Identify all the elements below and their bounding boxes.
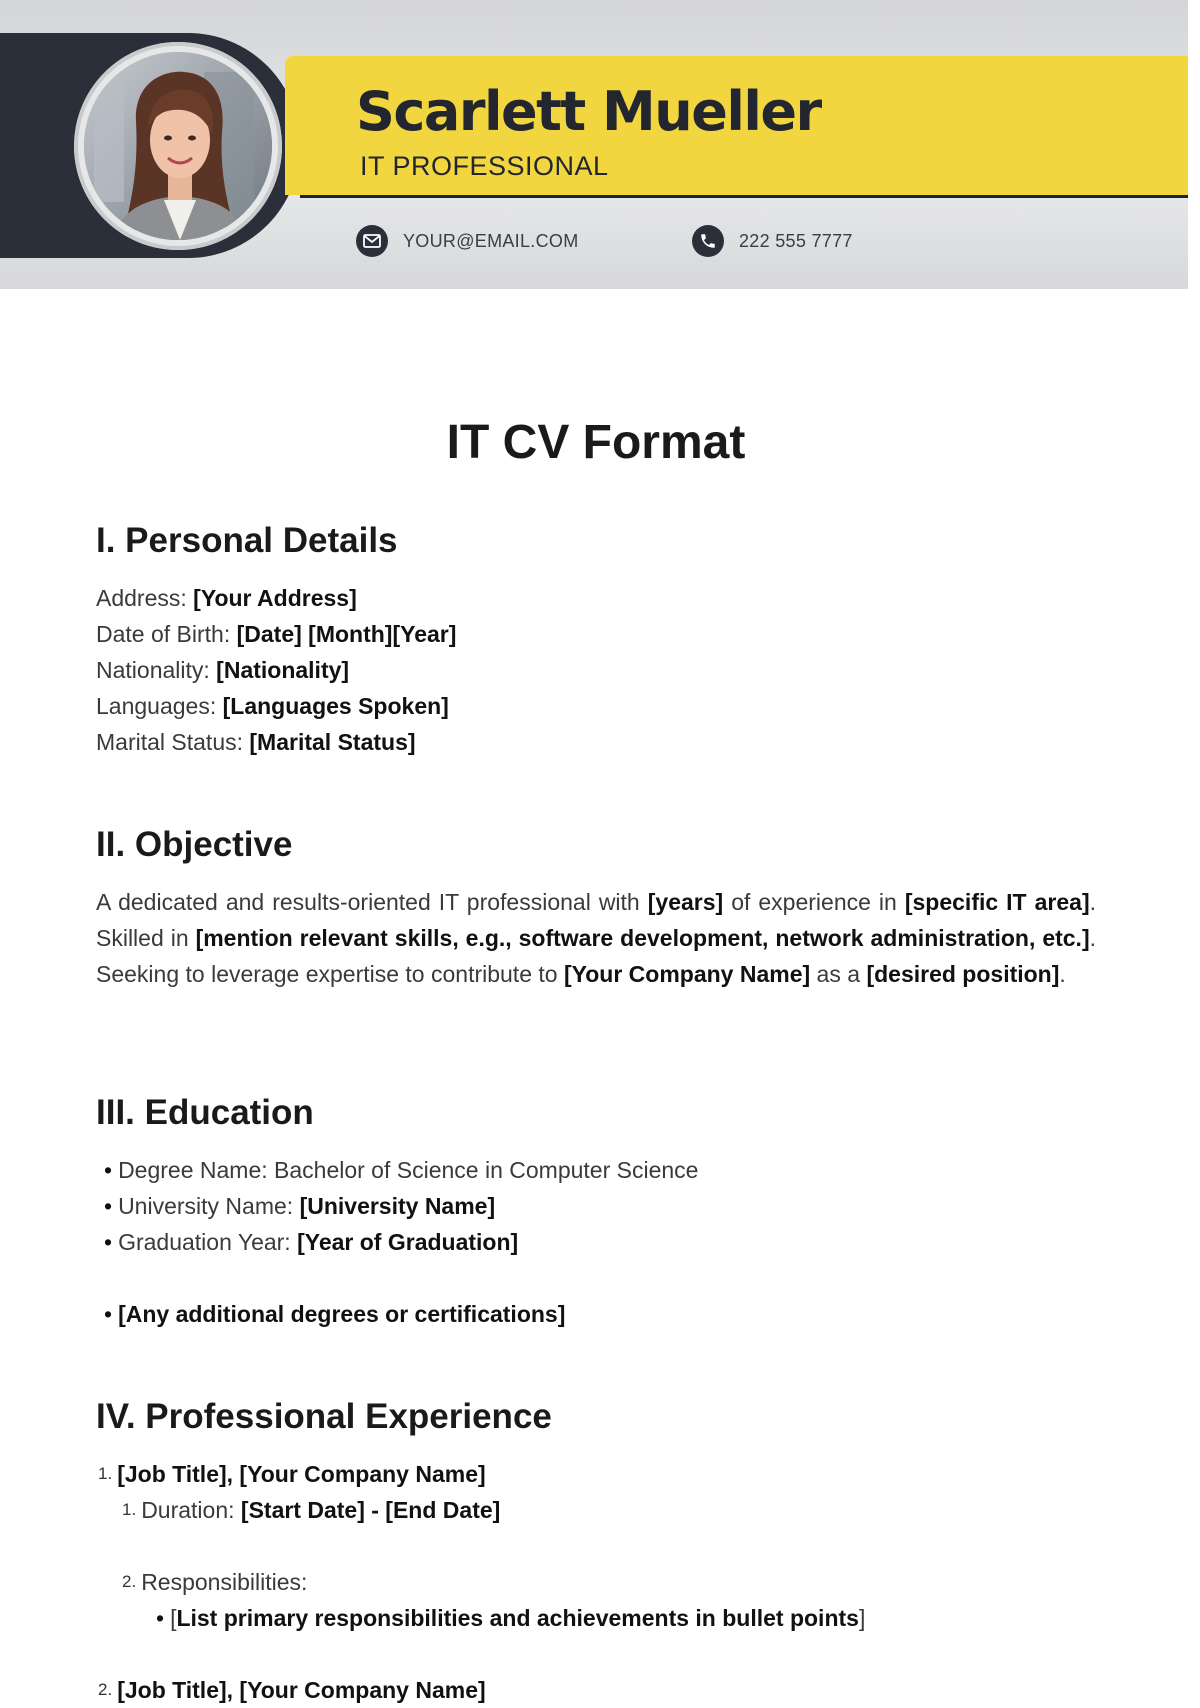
placeholder-text: [years] [647, 889, 724, 915]
detail-value: [Year of Graduation] [297, 1229, 519, 1255]
section-heading: I. Personal Details [96, 521, 398, 560]
header-banner [0, 0, 1200, 289]
detail-value: [Your Address] [193, 585, 357, 611]
placeholder-text: [Your Company Name] [563, 961, 811, 987]
detail-row [96, 652, 456, 688]
experience-section [96, 1394, 1096, 1708]
email-text: YOUR@EMAIL.COM [403, 230, 579, 251]
list-number: 1. [122, 1500, 137, 1519]
detail-row [96, 580, 456, 616]
detail-label: Graduation Year: [118, 1229, 291, 1255]
text-run: . Seeking to leverage expertise to contribute to [96, 925, 1096, 987]
detail-label: Duration: [141, 1497, 235, 1523]
list-number: 2. [122, 1572, 137, 1591]
detail-value: [Start Date] - [End Date] [240, 1497, 501, 1523]
detail-label: Date of Birth: [96, 621, 231, 647]
list-number: 1. [98, 1464, 113, 1483]
personal-details-list [96, 580, 456, 760]
objective-paragraph [96, 884, 1096, 992]
detail-label: Languages: [96, 693, 217, 719]
profile-photo [84, 52, 272, 240]
profile-photo-frame [74, 42, 282, 250]
detail-label: Marital Status: [96, 729, 243, 755]
personal-details-section [96, 518, 456, 760]
bracket: [ [170, 1605, 177, 1631]
list-number: 2. [98, 1680, 113, 1699]
edge-strip [1188, 0, 1200, 289]
list-item: • Degree Name: Bachelor of Science in Computer Science [104, 1157, 699, 1183]
detail-value: [Languages Spoken] [222, 693, 449, 719]
phone-contact [692, 224, 853, 258]
detail-row [96, 616, 456, 652]
detail-value: [Nationality] [216, 657, 350, 683]
envelope-icon [356, 225, 388, 257]
text-run: . Skilled in [96, 889, 1096, 951]
job-title: [Job Title], [Your Company Name] [117, 1461, 486, 1487]
detail-row [96, 688, 456, 724]
objective-section [96, 822, 1096, 992]
job-responsibilities-row [96, 1564, 1096, 1600]
placeholder-text: [specific IT area] [904, 889, 1090, 915]
job-title-row [96, 1456, 1096, 1492]
detail-row [96, 724, 456, 760]
person-role: IT PROFESSIONAL [360, 151, 609, 181]
detail-value: [University Name] [299, 1193, 496, 1219]
placeholder-text: [mention relevant skills, e.g., software development, network administration, etc.] [195, 925, 1090, 951]
accent-underline [300, 195, 1200, 198]
detail-label: Nationality: [96, 657, 210, 683]
portrait-image [84, 52, 272, 240]
section-heading: IV. Professional Experience [96, 1397, 552, 1436]
section-heading: III. Education [96, 1093, 314, 1132]
education-section [96, 1090, 1096, 1332]
list-item: • [Any additional degrees or certifications] [104, 1301, 566, 1327]
job-title: [Job Title], [Your Company Name] [117, 1677, 486, 1703]
bracket: ] [858, 1605, 866, 1631]
education-list [96, 1152, 1096, 1332]
document-title: IT CV Format [446, 416, 746, 469]
placeholder-text: List primary responsibilities and achievements in bullet points [176, 1605, 859, 1631]
list-item: • Graduation Year: [Year of Graduation] [104, 1229, 519, 1255]
document-title-wrap [96, 408, 1096, 478]
section-heading: II. Objective [96, 825, 293, 864]
detail-label: Responsibilities: [141, 1569, 308, 1595]
person-name: Scarlett Mueller [356, 80, 821, 143]
job-duration-row [96, 1492, 1096, 1528]
responsibility-bullet: • [List primary responsibilities and achievements in bullet points] [156, 1605, 866, 1631]
experience-list [96, 1456, 1096, 1708]
detail-value: [Date] [Month][Year] [236, 621, 457, 647]
detail-value: [Marital Status] [249, 729, 416, 755]
placeholder-text: [Any additional degrees or certifications] [118, 1301, 566, 1327]
phone-text: 222 555 7777 [739, 230, 853, 251]
text-run: of experience in [723, 889, 905, 915]
detail-label: University Name: [118, 1193, 294, 1219]
text-run: A dedicated and results-oriented IT professional with [96, 889, 648, 915]
email-contact [356, 224, 579, 258]
text-run: as a [810, 961, 867, 987]
degree-text: Degree Name: Bachelor of Science in Computer Science [118, 1157, 699, 1183]
job-title-row [96, 1672, 1096, 1708]
detail-label: Address: [96, 585, 187, 611]
placeholder-text: [desired position] [866, 961, 1060, 987]
text-run: . [1059, 961, 1066, 987]
phone-icon [692, 225, 724, 257]
list-item: • University Name: [University Name] [104, 1193, 496, 1219]
